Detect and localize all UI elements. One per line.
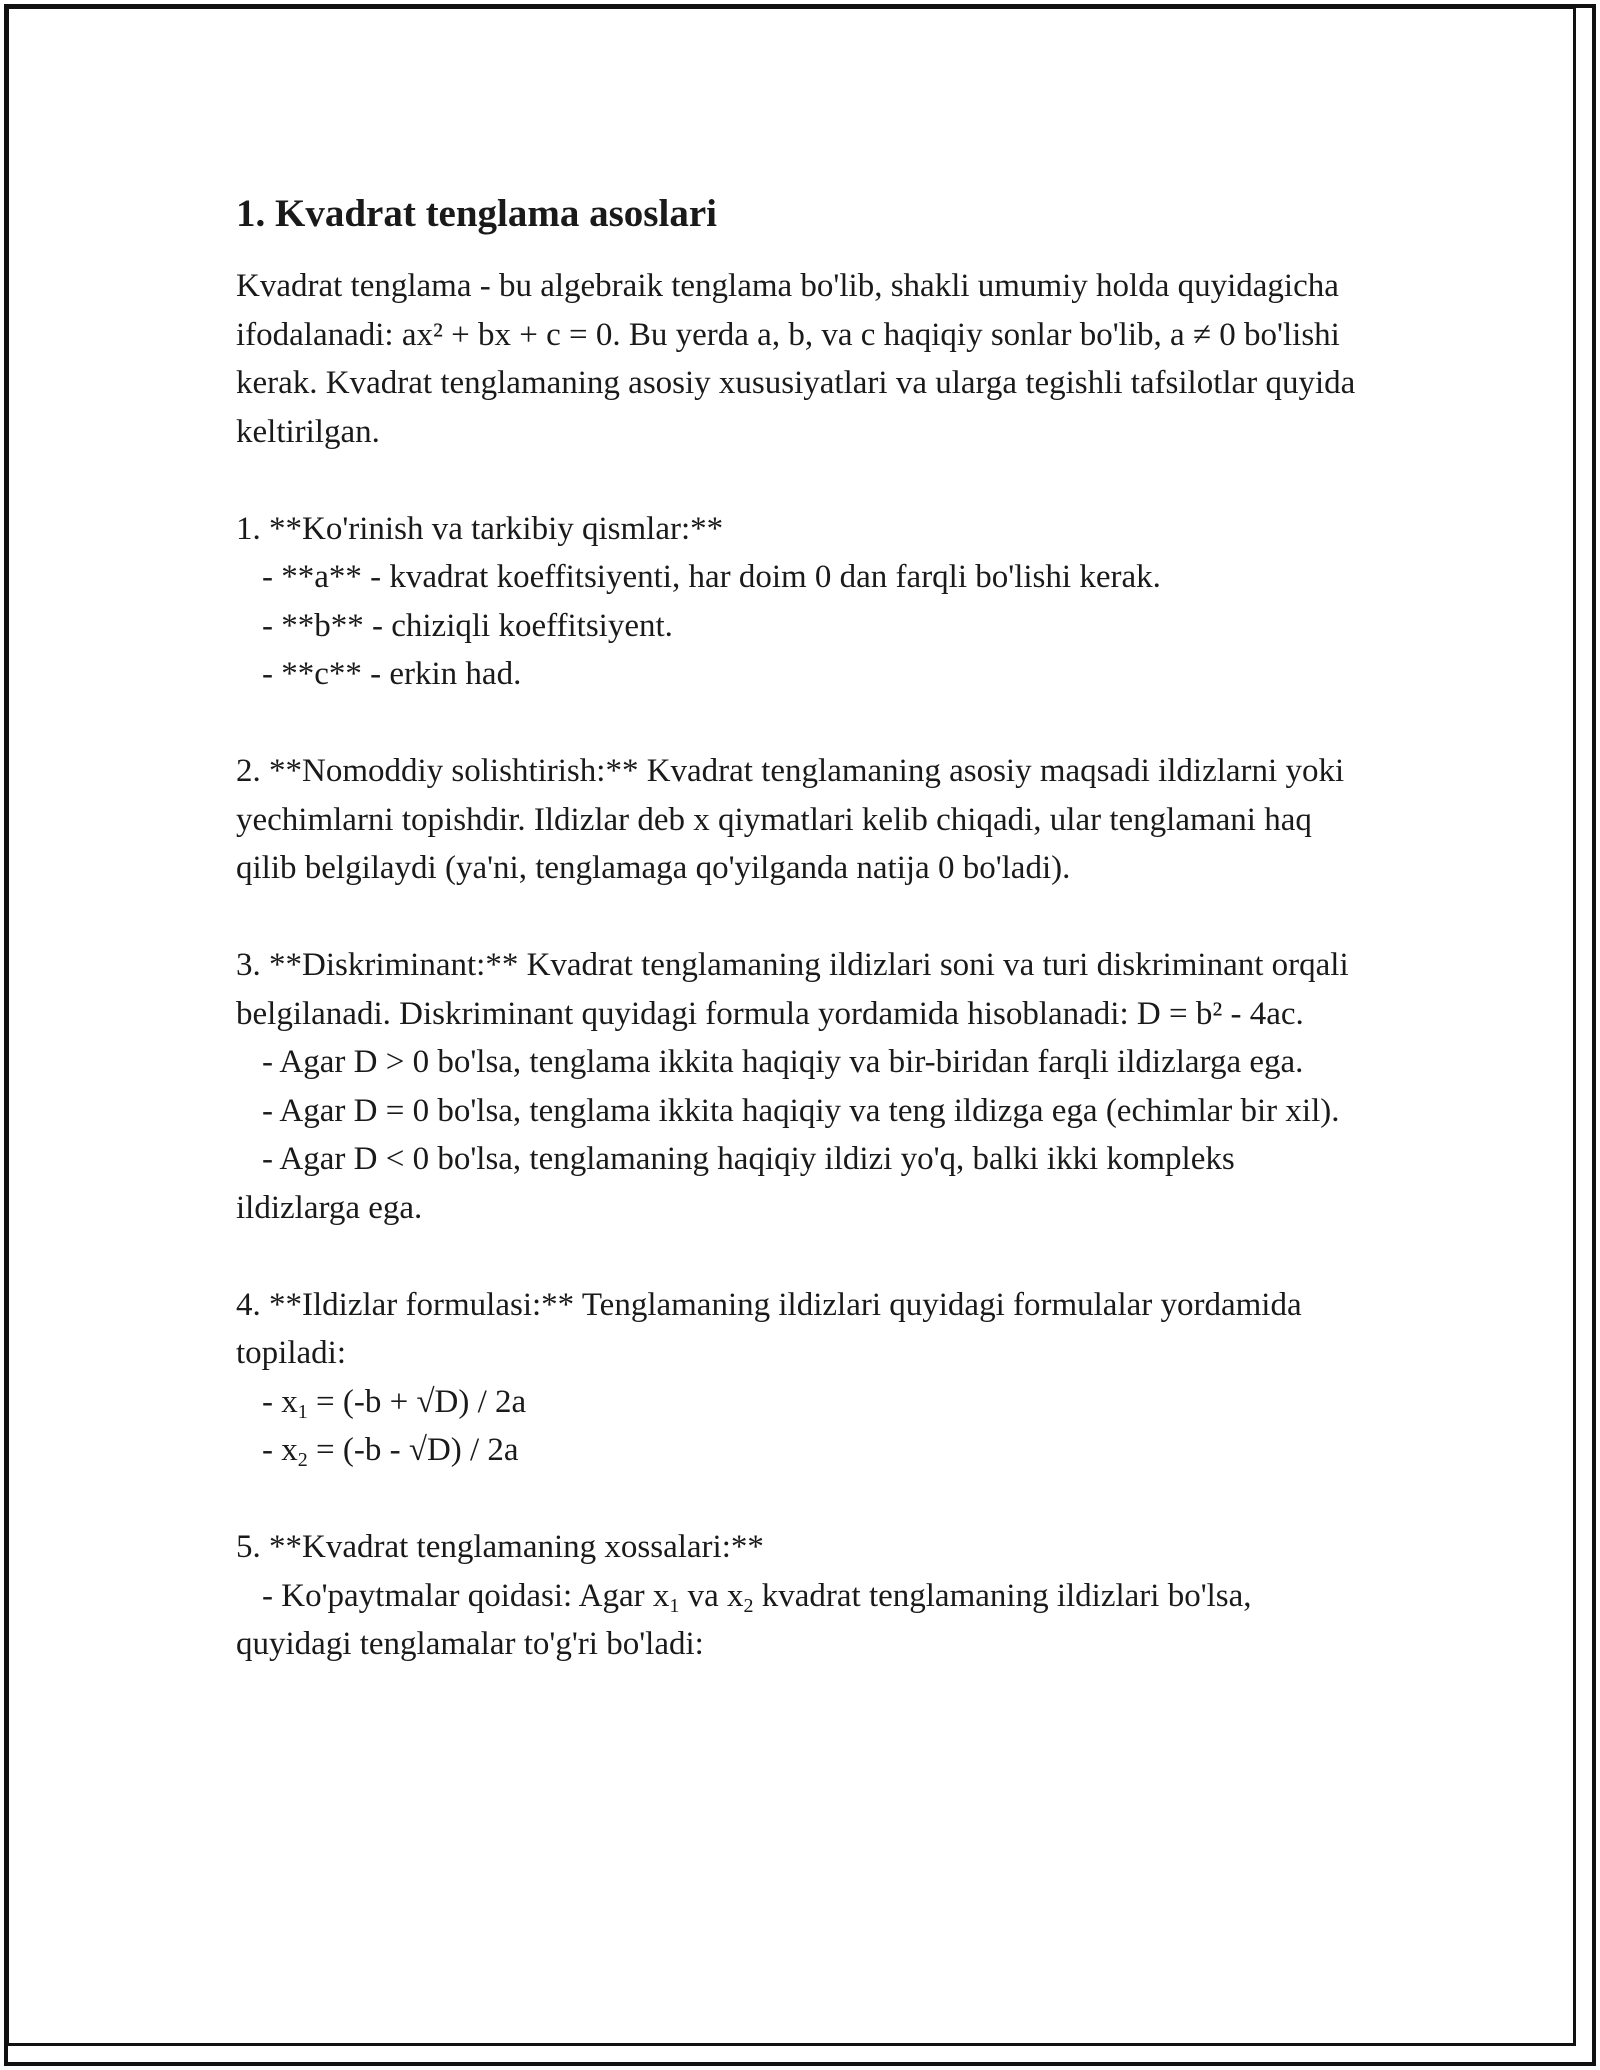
section-3-case-negative: - Agar D < 0 bo'lsa, tenglamaning haqiqiy ildizi yo'q, balki ikki kompleks ildizlarga ega.	[236, 1141, 1235, 1226]
paragraph-gap	[236, 456, 1366, 505]
paragraph-gap	[236, 699, 1366, 748]
section-heading: 1. Kvadrat tenglama asoslari	[236, 192, 717, 235]
formula-x1-expression: = (-b + √D) / 2a	[307, 1383, 527, 1420]
document-body	[236, 190, 1366, 1669]
paragraph-gap	[236, 1232, 1366, 1281]
product-rule-part-1: - Ko'paytmalar qoidasi: Agar x	[262, 1577, 670, 1614]
product-rule-part-2: va x	[679, 1577, 744, 1614]
section-1-item-b: - **b** - chiziqli koeffitsiyent.	[262, 607, 673, 644]
formula-x2-prefix: - x	[262, 1432, 298, 1468]
section-1-title: 1. **Ko'rinish va tarkibiy qismlar:**	[236, 510, 724, 547]
formula-x1-prefix: - x	[262, 1383, 298, 1420]
section-1-item-a: - **a** - kvadrat koeffitsiyenti, har doim 0 dan farqli bo'lishi kerak.	[262, 559, 1161, 595]
section-3-case-positive: - Agar D > 0 bo'lsa, tenglama ikkita haqiqiy va bir-biridan farqli ildizlarga ega.	[262, 1044, 1304, 1080]
paragraph-gap	[236, 893, 1366, 942]
section-3	[236, 941, 1366, 1232]
intro-paragraph: Kvadrat tenglama - bu algebraik tenglama bo'lib, shakli umumiy holda quyidagicha ifodalanadi: ax² + bx + c = 0. Bu yerda a, b, va c haqiqiy sonlar bo'lib, a ≠ 0 bo'lishi kerak. Kvadrat tenglamaning asosiy xususiyatlari va ularga tegishli tafsilotlar quyida keltirilgan.	[236, 268, 1356, 450]
product-rule-part-3: kvadrat tenglamaning ildizlari bo'lsa, quyidagi tenglamalar to'g'ri bo'ladi:	[236, 1577, 1252, 1662]
section-3-case-zero: - Agar D = 0 bo'lsa, tenglama ikkita haqiqiy va teng ildizga ega (echimlar bir xil).	[262, 1092, 1340, 1129]
section-3-paragraph: 3. **Diskriminant:** Kvadrat tenglamaning ildizlari soni va turi diskriminant orqali belgilanadi. Diskriminant quyidagi formula yordamida hisoblanadi: D = b² - 4ac.	[236, 947, 1349, 1032]
formula-x2-expression: = (-b - √D) / 2a	[307, 1432, 519, 1468]
section-5-title: 5. **Kvadrat tenglamaning xossalari:**	[236, 1529, 764, 1565]
product-rule-subscript-2: 2	[743, 1594, 754, 1617]
formula-x1	[236, 1378, 1366, 1427]
section-5	[236, 1523, 1366, 1669]
section-4	[236, 1281, 1366, 1475]
paragraph-gap	[236, 1475, 1366, 1524]
formula-x2	[236, 1426, 1366, 1475]
formula-x2-subscript: 2	[297, 1449, 308, 1471]
section-5-product-rule	[236, 1572, 1366, 1669]
formula-x1-subscript: 1	[297, 1400, 308, 1423]
section-1-item-c: - **c** - erkin had.	[262, 656, 522, 692]
section-2-paragraph: 2. **Nomoddiy solishtirish:** Kvadrat tenglamaning asosiy maqsadi ildizlarni yoki yechimlarni topishdir. Ildizlar deb x qiymatlari kelib chiqadi, ular tenglamani haq qilib belgilaydi (ya'ni, tenglamaga qo'yilganda natija 0 bo'ladi).	[236, 753, 1345, 886]
product-rule-subscript-1: 1	[669, 1594, 680, 1617]
section-1	[236, 505, 1366, 699]
section-4-paragraph: 4. **Ildizlar formulasi:** Tenglamaning ildizlari quyidagi formulalar yordamida topiladi:	[236, 1286, 1302, 1371]
